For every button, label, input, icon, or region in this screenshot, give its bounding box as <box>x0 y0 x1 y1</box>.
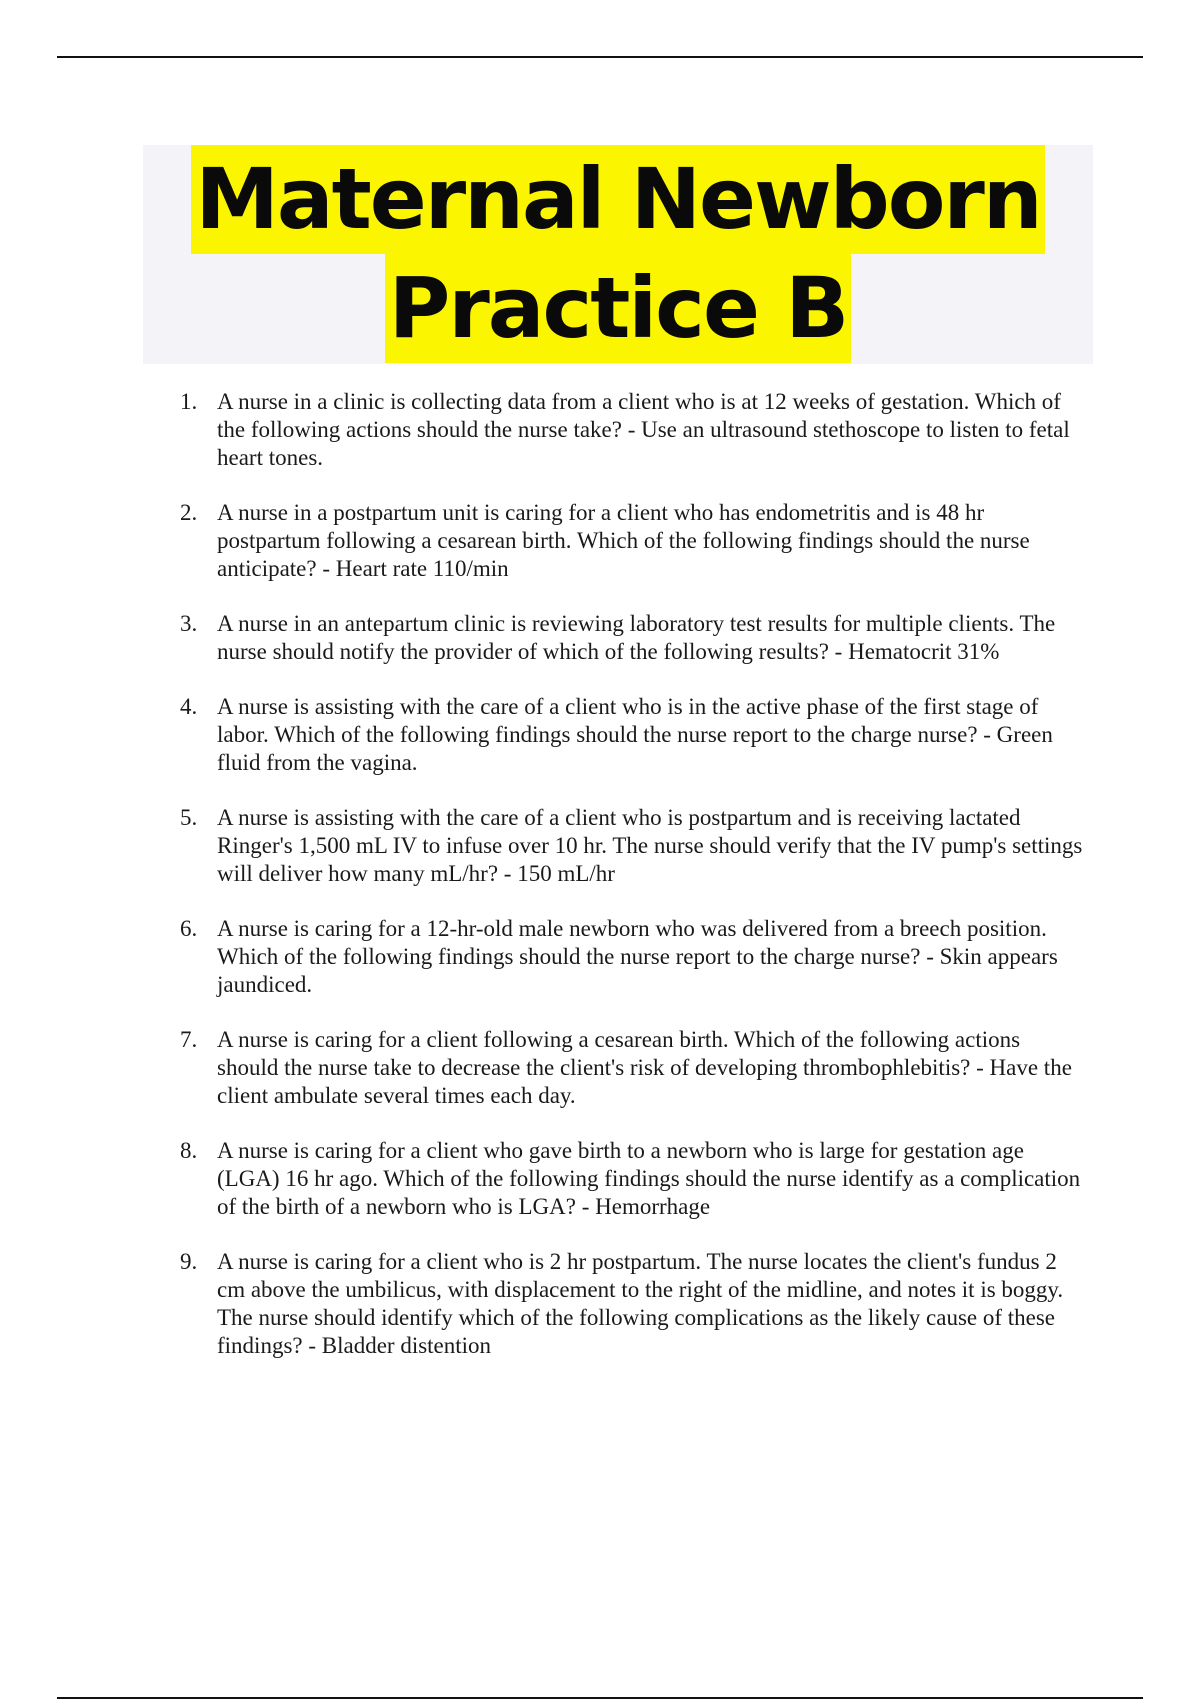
page-title-line-1: Maternal Newborn <box>191 145 1044 254</box>
question-text: A nurse is caring for a client who is 2 hr postpartum. The nurse locates the client's fundus 2 cm above the umbilicus, with displacement to the right of the midline, and notes it is boggy. The nurse should identify which of the following complications as the likely cause of these findings? - Bladder distention <box>217 1249 1064 1358</box>
question-text: A nurse in a clinic is collecting data from a client who is at 12 weeks of gestation. Which of the following actions should the nurse take? - Use an ultrasound stethoscope to listen to fetal heart tones. <box>217 389 1070 470</box>
bottom-rule <box>57 1697 1143 1699</box>
question-item <box>0 610 1087 666</box>
question-item <box>0 499 1087 583</box>
question-text: A nurse is caring for a client who gave birth to a newborn who is large for gestation age (LGA) 16 hr ago. Which of the following findings should the nurse identify as a complication of the birth of a newborn who is LGA? - Hemorrhage <box>217 1138 1081 1219</box>
question-number: 6. <box>180 916 198 941</box>
question-text: A nurse is assisting with the care of a client who is in the active phase of the first stage of labor. Which of the following findings should the nurse report to the charge nurse? - Green fluid from the vagina. <box>217 694 1053 775</box>
question-item <box>0 1248 1087 1360</box>
page-title-line-2: Practice B <box>385 254 851 363</box>
question-text: A nurse in a postpartum unit is caring for a client who has endometritis and is 48 hr postpartum following a cesarean birth. Which of the following findings should the nurse anticipate? - Heart rate 110/min <box>217 500 1030 581</box>
question-number: 1. <box>180 389 198 414</box>
top-rule <box>57 56 1143 58</box>
question-text: A nurse is caring for a client following a cesarean birth. Which of the following actions should the nurse take to decrease the client's risk of developing thrombophlebitis? - Have the client ambulate several times each day. <box>217 1027 1072 1108</box>
question-number: 8. <box>180 1138 198 1163</box>
question-number: 9. <box>180 1249 198 1274</box>
question-text: A nurse is caring for a 12-hr-old male newborn who was delivered from a breech position. Which of the following findings should the nurse report to the charge nurse? - Skin appears jaundiced. <box>217 916 1058 997</box>
question-number: 5. <box>180 805 198 830</box>
question-item <box>0 1026 1087 1110</box>
question-number: 4. <box>180 694 198 719</box>
question-text: A nurse in an antepartum clinic is reviewing laboratory test results for multiple clients. The nurse should notify the provider of which of the following results? - Hematocrit 31% <box>217 611 1056 664</box>
question-item <box>0 388 1087 472</box>
question-item <box>0 693 1087 777</box>
question-number: 7. <box>180 1027 198 1052</box>
question-item <box>0 804 1087 888</box>
question-number: 2. <box>180 500 198 525</box>
title-banner <box>143 145 1093 364</box>
question-item <box>0 1137 1087 1221</box>
question-item <box>0 915 1087 999</box>
question-list <box>0 388 1200 1387</box>
question-text: A nurse is assisting with the care of a client who is postpartum and is receiving lactated Ringer's 1,500 mL IV to infuse over 10 hr. The nurse should verify that the IV pump's settings will deliver how many mL/hr? - 150 mL/hr <box>217 805 1083 886</box>
question-number: 3. <box>180 611 198 636</box>
